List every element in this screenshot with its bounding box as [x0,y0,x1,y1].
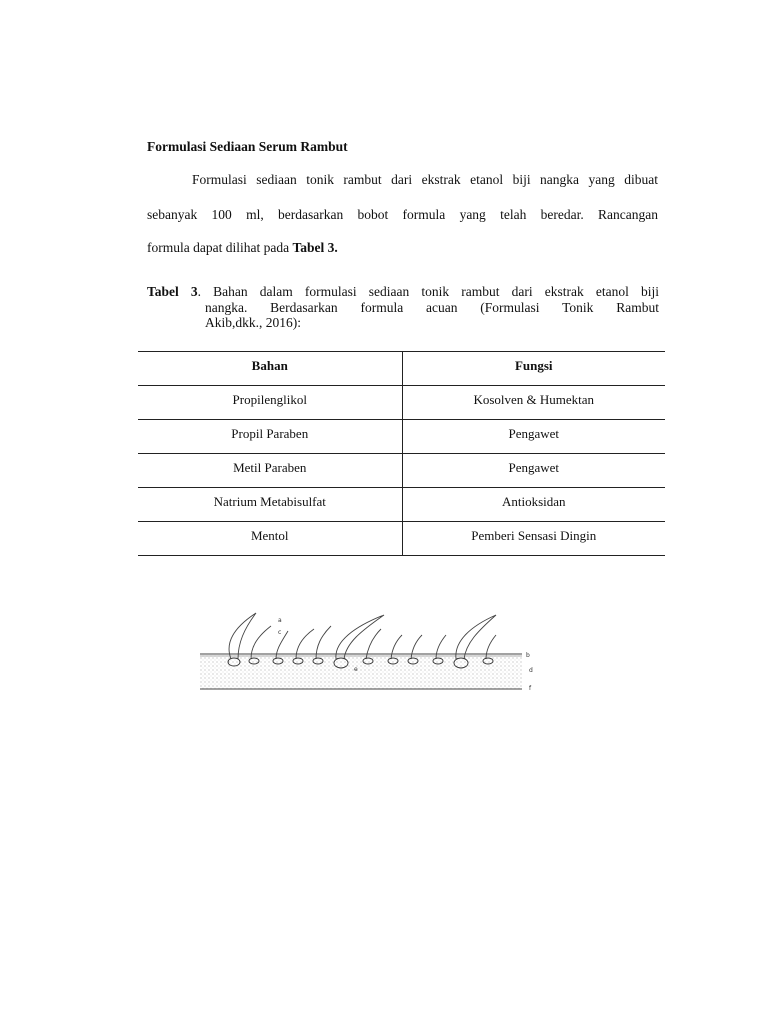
cell-bahan: Propilenglikol [138,386,402,420]
svg-text:b: b [526,652,530,659]
cell-fungsi: Kosolven & Humektan [473,392,595,407]
table-row [138,488,665,522]
caption-line-3: Akib,dkk., 2016): [205,315,301,330]
section-heading: Formulasi Sediaan Serum Rambut [147,139,348,154]
paragraph-line-2: sebanyak 100 ml, berdasarkan bobot formula yang telah beredar. Rancangan [147,207,658,222]
svg-text:c: c [278,629,282,636]
svg-text:a: a [278,617,282,624]
cell-bahan: Propil Paraben [138,420,402,454]
cell-bahan: Mentol [138,522,402,556]
caption-label: Tabel 3 [147,284,198,299]
header-bahan: Bahan [138,352,402,386]
cell-fungsi: Pengawet [508,460,560,475]
svg-text:f: f [529,685,532,692]
paragraph-line-3 [147,240,658,256]
cell-fungsi: Pemberi Sensasi Dingin [471,528,597,543]
table-row [138,454,665,488]
caption-line-1 [147,284,659,300]
ingredients-table [138,351,665,556]
hair-skin-illustration [196,601,568,696]
cell-bahan: Natrium Metabisulfat [138,488,402,522]
table-caption [147,284,659,331]
cell-bahan: Metil Paraben [138,454,402,488]
cell-fungsi: Pengawet [508,426,560,441]
table-row [138,522,665,556]
caption-line-2: nangka. Berdasarkan formula acuan (Formulasi Tonik Rambut [205,299,659,315]
caption-text-1: . Bahan dalam formulasi sediaan tonik rambut dari ekstrak etanol biji [197,284,659,299]
paragraph-line-1: Formulasi sediaan tonik rambut dari ekstrak etanol biji nangka yang dibuat [192,172,658,187]
svg-text:e: e [354,666,358,673]
paragraph-line-3-text: formula dapat dilihat pada [147,240,293,255]
table-header-row [138,352,665,386]
table-row [138,420,665,454]
cell-fungsi: Antioksidan [501,494,566,509]
header-fungsi: Fungsi [514,358,553,373]
table-reference: Tabel 3. [292,240,338,255]
svg-text:d: d [529,667,533,674]
hair-skin-diagram [196,601,568,696]
table-row [138,386,665,420]
